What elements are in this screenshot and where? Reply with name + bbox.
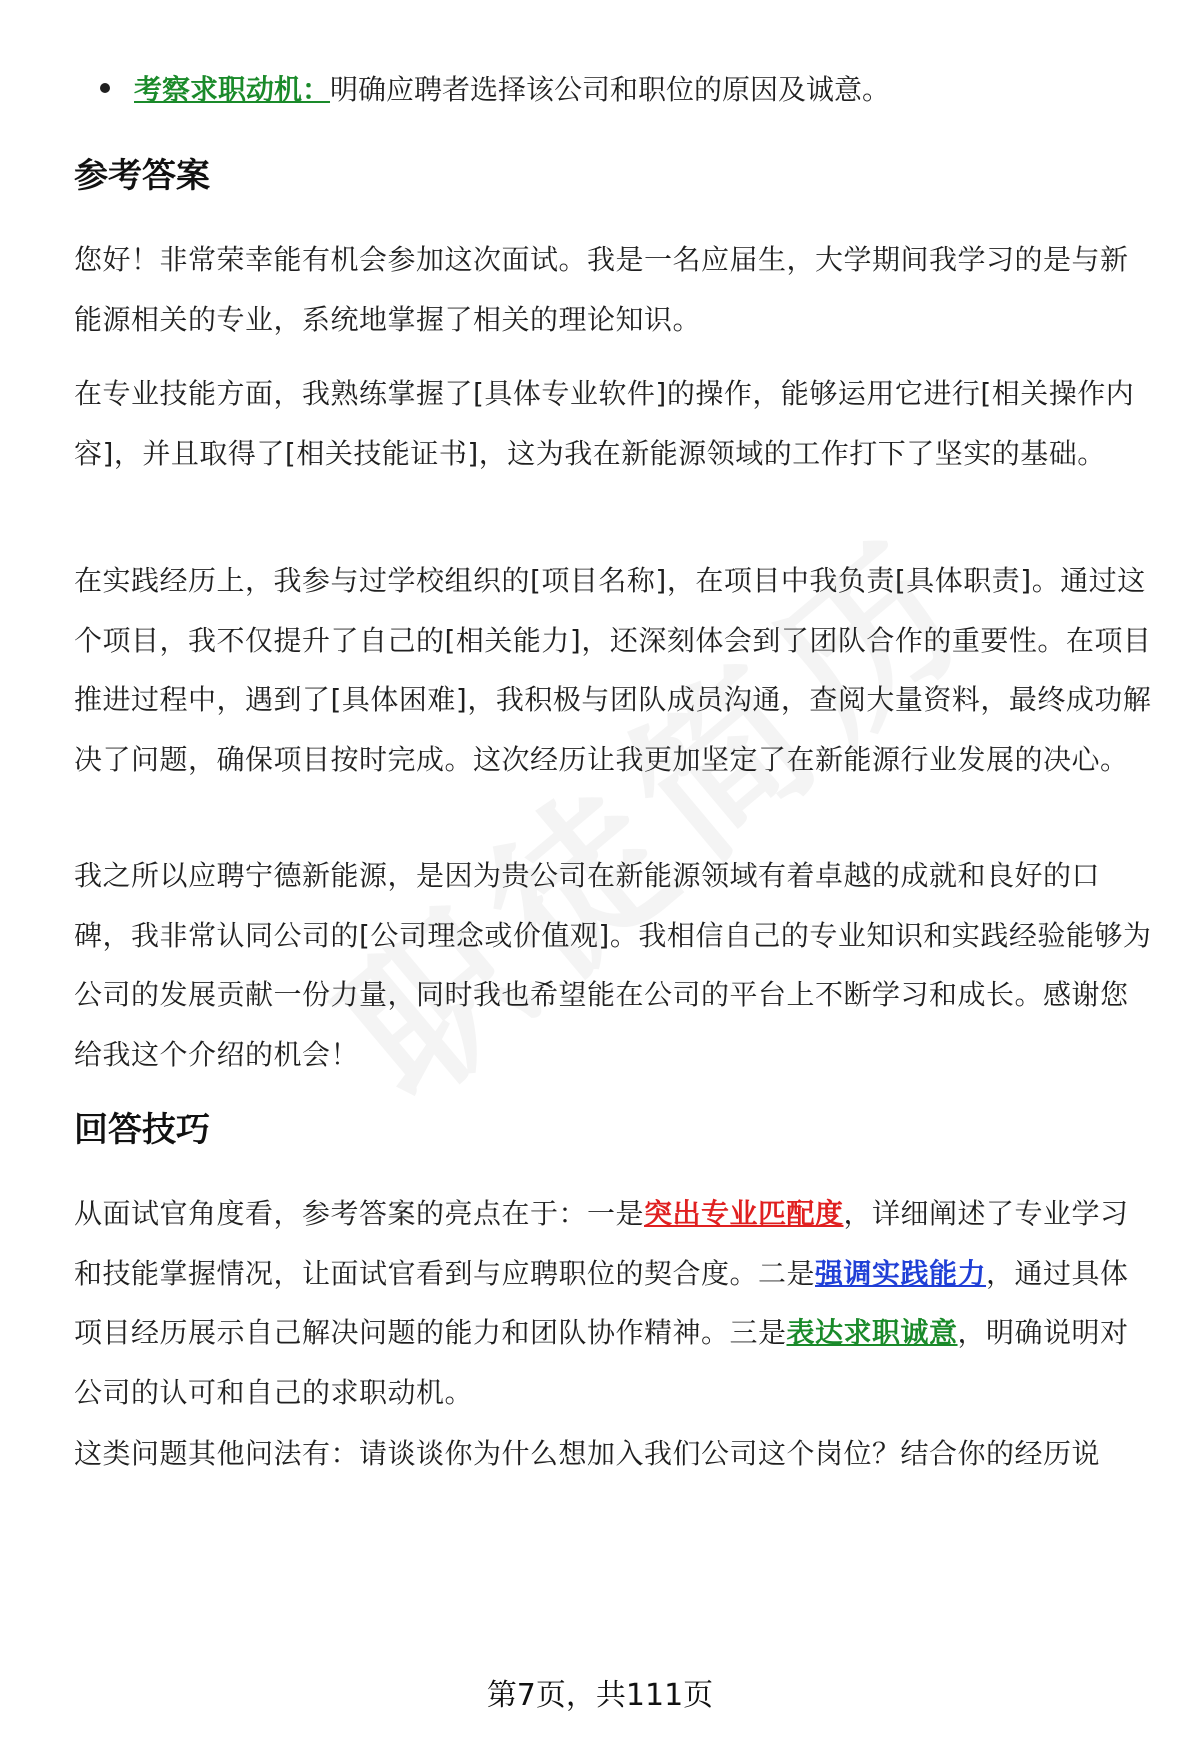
tips-text-4: ，明确说明对公司的认可和自己的求职动机。 bbox=[74, 1316, 1129, 1409]
tips-text-1: 从面试官角度看，参考答案的亮点在于：一是 bbox=[74, 1197, 645, 1230]
other-questions-paragraph: 这类问题其他问法有：请谈谈你为什么想加入我们公司这个岗位？结合你的经历说 bbox=[74, 1437, 1101, 1470]
answer-paragraph-4: 我之所以应聘宁德新能源，是因为贵公司在新能源领域有着卓越的成就和良好的口碑，我非常认同公司的[公司理念或价值观]。我相信自己的专业知识和实践经验能够为公司的发展贡献一份力量，同时我也希望能在公司的平台上不断学习和成长。感谢您给我这个介绍的机会！ bbox=[74, 859, 1152, 1071]
highlight-sincerity: 表达求职诚意 bbox=[786, 1316, 958, 1349]
bullet-label: 考察求职动机： bbox=[134, 73, 331, 106]
tips-paragraph bbox=[74, 1184, 1154, 1422]
tips-text-3: ，通过具体项目经历展示自己解决问题的能力和团队协作精神。三是 bbox=[74, 1256, 1129, 1349]
answer-paragraph-1: 您好！非常荣幸能有机会参加这次面试。我是一名应届生，大学期间我学习的是与新能源相关的专业，系统地掌握了相关的理论知识。 bbox=[74, 243, 1129, 336]
answer-paragraph-2: 在专业技能方面，我熟练掌握了[具体专业软件]的操作，能够运用它进行[相关操作内容]，并且取得了[相关技能证书]，这为我在新能源领域的工作打下了坚实的基础。 bbox=[74, 377, 1135, 470]
tips-text-2: ，详细阐述了专业学习和技能掌握情况，让面试官看到与应聘职位的契合度。二是 bbox=[74, 1197, 1129, 1290]
bullet-dot bbox=[100, 83, 110, 93]
page-number-footer: 第7页，共111页 bbox=[486, 1678, 714, 1713]
highlight-professional-match: 突出专业匹配度 bbox=[644, 1197, 844, 1230]
bullet-item bbox=[100, 66, 890, 114]
highlight-practical-ability: 强调实践能力 bbox=[815, 1256, 987, 1290]
section-heading-tips: 回答技巧 bbox=[74, 1110, 210, 1150]
section-heading-answer: 参考答案 bbox=[74, 156, 210, 196]
answer-paragraph-3: 在实践经历上，我参与过学校组织的[项目名称]，在项目中我负责[具体职责]。通过这个项目，我不仅提升了自己的[相关能力]，还深刻体会到了团队合作的重要性。在项目推进过程中，遇到了[具体困难]，我积极与团队成员沟通，查阅大量资料，最终成功解决了问题，确保项目按时完成。这次经历让我更加坚定了在新能源行业发展的决心。 bbox=[74, 564, 1152, 776]
bullet-text: 明确应聘者选择该公司和职位的原因及诚意。 bbox=[330, 73, 891, 106]
